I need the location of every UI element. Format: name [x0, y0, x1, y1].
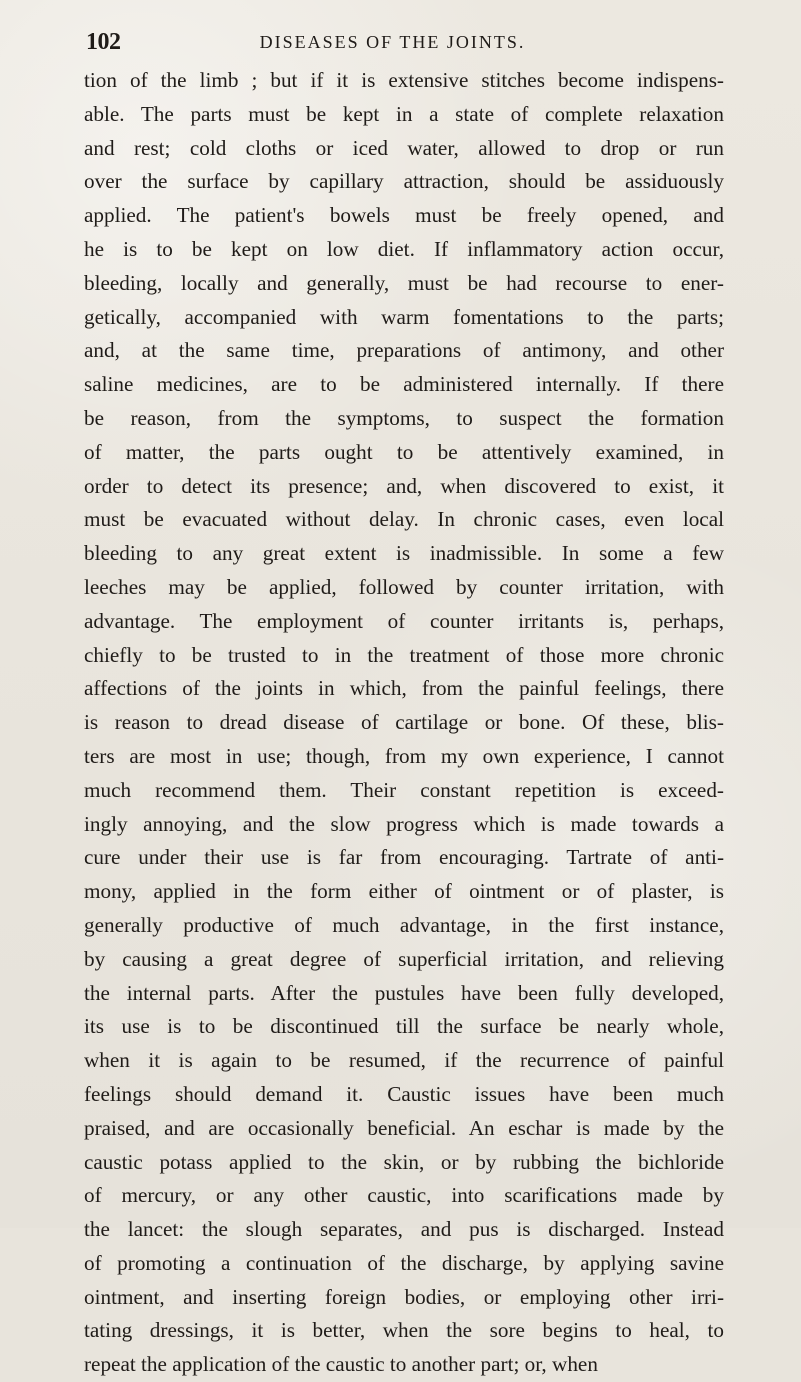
- text-line: applied. The patient's bowels must be freely opened, and: [84, 203, 724, 228]
- text-line: cure under their use is far from encouraging. Tartrate of anti-: [84, 845, 724, 870]
- text-line: chiefly to be trusted to in the treatment of those more chronic: [84, 642, 724, 667]
- text-line: order to detect its presence; and, when discovered to exist, it: [84, 473, 724, 498]
- text-line: he is to be kept on low diet. If inflammatory action occur,: [84, 236, 724, 261]
- text-line: ingly annoying, and the slow progress which is made towards a: [84, 811, 724, 836]
- text-line: the internal parts. After the pustules have been fully developed,: [84, 980, 724, 1005]
- text-line: getically, accompanied with warm fomentations to the parts;: [84, 304, 724, 329]
- text-line: its use is to be discontinued till the surface be nearly whole,: [84, 1014, 724, 1039]
- text-line: feelings should demand it. Caustic issues have been much: [84, 1081, 724, 1106]
- text-line: bleeding to any great extent is inadmissible. In some a few: [84, 541, 724, 566]
- text-line: advantage. The employment of counter irritants is, perhaps,: [84, 608, 724, 633]
- page-header: [86, 30, 689, 54]
- text-line: leeches may be applied, followed by counter irritation, with: [84, 574, 724, 599]
- text-line: ointment, and inserting foreign bodies, or employing other irri-: [84, 1284, 724, 1309]
- text-line: mony, applied in the form either of ointment or of plaster, is: [84, 879, 724, 904]
- text-line: generally productive of much advantage, in the first instance,: [84, 912, 724, 937]
- text-line: be reason, from the symptoms, to suspect the formation: [84, 405, 724, 430]
- text-line: praised, and are occasionally beneficial. An eschar is made by the: [84, 1115, 724, 1140]
- text-line: saline medicines, are to be administered internally. If there: [84, 372, 724, 397]
- text-line: the lancet: the slough separates, and pus is discharged. Instead: [84, 1217, 724, 1242]
- text-line: able. The parts must be kept in a state of complete relaxation: [84, 101, 724, 126]
- text-line: by causing a great degree of superficial irritation, and relieving: [84, 946, 724, 971]
- text-line: and rest; cold cloths or iced water, allowed to drop or run: [84, 135, 724, 160]
- body-text: [84, 64, 724, 1382]
- text-line: repeat the application of the caustic to another part; or, when: [84, 1352, 598, 1377]
- text-line: of promoting a continuation of the discharge, by applying savine: [84, 1250, 724, 1275]
- text-line: when it is again to be resumed, if the recurrence of painful: [84, 1048, 724, 1073]
- running-title: DISEASES OF THE JOINTS.: [259, 31, 526, 52]
- text-line: much recommend them. Their constant repetition is exceed-: [84, 777, 724, 802]
- text-line: caustic potass applied to the skin, or by rubbing the bichloride: [84, 1149, 724, 1174]
- text-line: of mercury, or any other caustic, into scarifications made by: [84, 1183, 724, 1208]
- text-line: bleeding, locally and generally, must be had recourse to ener-: [84, 270, 724, 295]
- text-line: and, at the same time, preparations of antimony, and other: [84, 338, 724, 363]
- text-line: over the surface by capillary attraction, should be assiduously: [84, 169, 724, 194]
- text-line: is reason to dread disease of cartilage or bone. Of these, blis-: [84, 710, 724, 735]
- text-line: of matter, the parts ought to be attentively examined, in: [84, 439, 724, 464]
- text-line: affections of the joints in which, from the painful feelings, there: [84, 676, 724, 701]
- text-line: tating dressings, it is better, when the sore begins to heal, to: [84, 1318, 724, 1343]
- page-number: 102: [86, 28, 121, 55]
- text-line: tion of the limb ; but if it is extensive stitches become indispens-: [84, 68, 724, 92]
- text-line: must be evacuated without delay. In chronic cases, even local: [84, 507, 724, 532]
- text-line: ters are most in use; though, from my own experience, I cannot: [84, 743, 724, 768]
